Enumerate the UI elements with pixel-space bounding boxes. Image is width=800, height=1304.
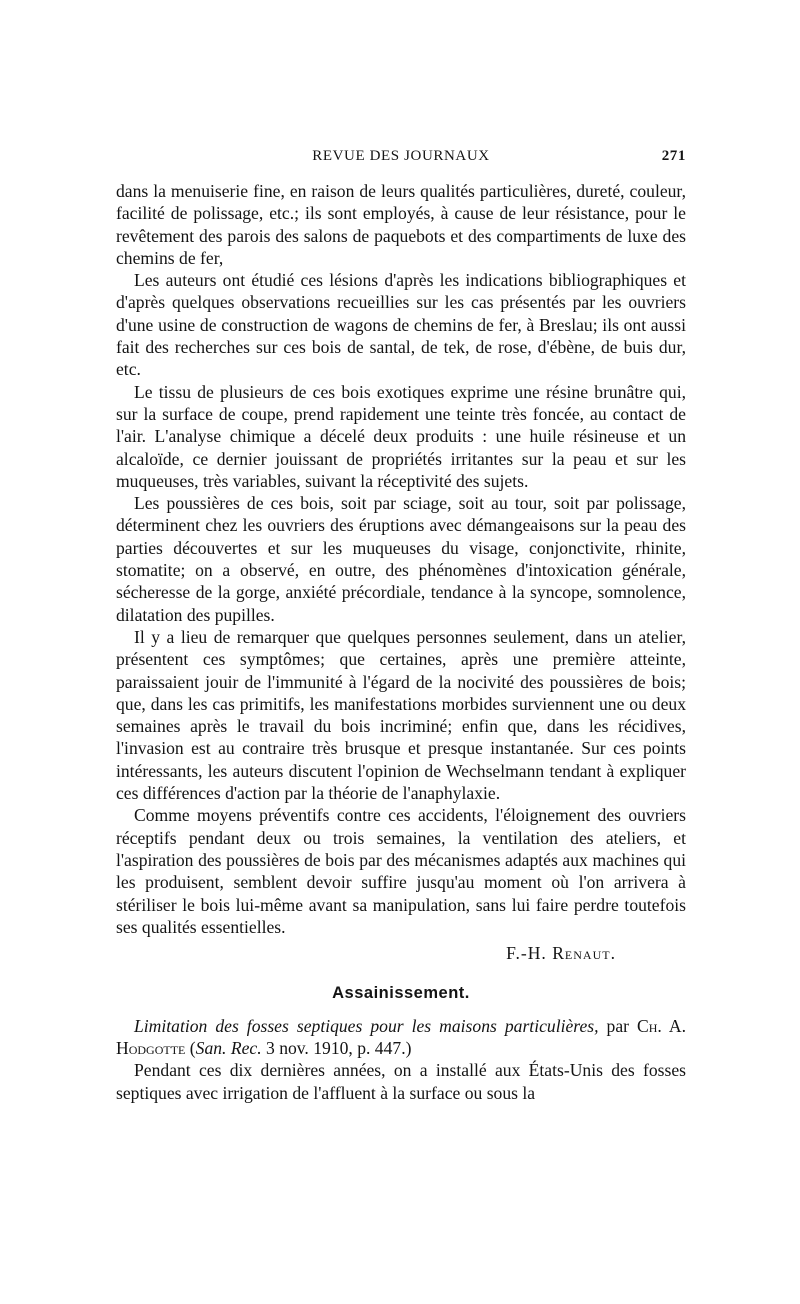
reference-journal: San. Rec.	[195, 1037, 262, 1058]
paragraph: Les poussières de ces bois, soit par sciage, soit au tour, soit par polissage, déterminent chez les ouvriers des éruptions avec démangeaisons sur la peau des parties découvertes et sur les muqueuses du visage, conjonctivite, rhinite, stomatite; on a observé, en outre, des phénomènes d'intoxication générale, sécheresse de la gorge, anxiété précordiale, tendance à la syncope, somnolence, dilatation des pupilles.	[116, 493, 686, 625]
paragraph: Il y a lieu de remarquer que quelques personnes seulement, dans un atelier, présentent ces symptômes; que certaines, après une première atteinte, paraissaient jouir de l'immunité à l'égard de la nocivité des poussières de bois; que, dans les cas primitifs, les manifestations morbides surviennent une ou deux semaines après le travail du bois incriminé; enfin que, dans les récidives, l'invasion est au contraire très brusque et presque instantanée. Sur ces points intéressants, les auteurs discutent l'opinion de Wechselmann tendant à expliquer ces différences d'action par la théorie de l'anaphylaxie.	[116, 626, 686, 804]
paragraph: Pendant ces dix dernières années, on a installé aux États-Unis des fosses septiques avec irrigation de l'affluent à la surface ou sous la	[116, 1060, 686, 1103]
reference-by: par	[598, 1015, 638, 1036]
reference-open-paren: (	[185, 1037, 196, 1058]
paragraph: Les auteurs ont étudié ces lésions d'après les indications bibliographiques et d'après quelques observations recueillies sur les cas présentés par les ouvriers d'une usine de construction de wagons de chemins de fer, à Breslau; ils ont aussi fait des recherches sur ces bois de santal, de tek, de rose, d'ébène, de buis dur, etc.	[116, 270, 686, 380]
section-title: Assainissement.	[332, 984, 470, 1003]
reference-date: 3 nov. 1910, p. 447.)	[261, 1037, 412, 1058]
article-body	[116, 180, 686, 1104]
reference-author: Ch. A. Hodgotte	[116, 1015, 686, 1058]
article-reference	[116, 1015, 686, 1060]
paragraph: Le tissu de plusieurs de ces bois exotiques exprime une résine brunâtre qui, sur la surface de coupe, prend rapidement une teinte très foncée, au contact de l'air. L'analyse chimique a décelé deux produits : une huile résineuse et un alcaloïde, ce dernier jouissant de propriétés irritantes sur la peau et sur les muqueuses, très variables, suivant la réceptivité des sujets.	[116, 381, 686, 491]
paragraph: dans la menuiserie fine, en raison de leurs qualités particulières, dureté, couleur, facilité de polissage, etc.; ils sont employés, à cause de leur résistance, pour le revêtement des parois des salons de paquebots et des compartiments de luxe des chemins de fer,	[116, 181, 686, 268]
page	[116, 140, 686, 1104]
running-header	[116, 140, 686, 166]
paragraph: Comme moyens préventifs contre ces accidents, l'éloignement des ouvriers réceptifs pendant deux ou trois semaines, la ventilation des ateliers, et l'aspiration des poussières de bois par des mécanismes adaptés aux machines qui les produisent, semblent devoir suffire jusqu'au moment où l'on arrivera à stériliser le bois lui-même avant sa manipulation, sans lui faire perdre toutefois ses qualités essentielles.	[116, 805, 686, 937]
page-number: 271	[661, 148, 686, 164]
journal-title: REVUE DES JOURNAUX	[312, 148, 490, 164]
reference-title: Limitation des fosses septiques pour les maisons particulières,	[134, 1015, 599, 1036]
author-signature: F.-H. Renaut.	[506, 943, 616, 964]
